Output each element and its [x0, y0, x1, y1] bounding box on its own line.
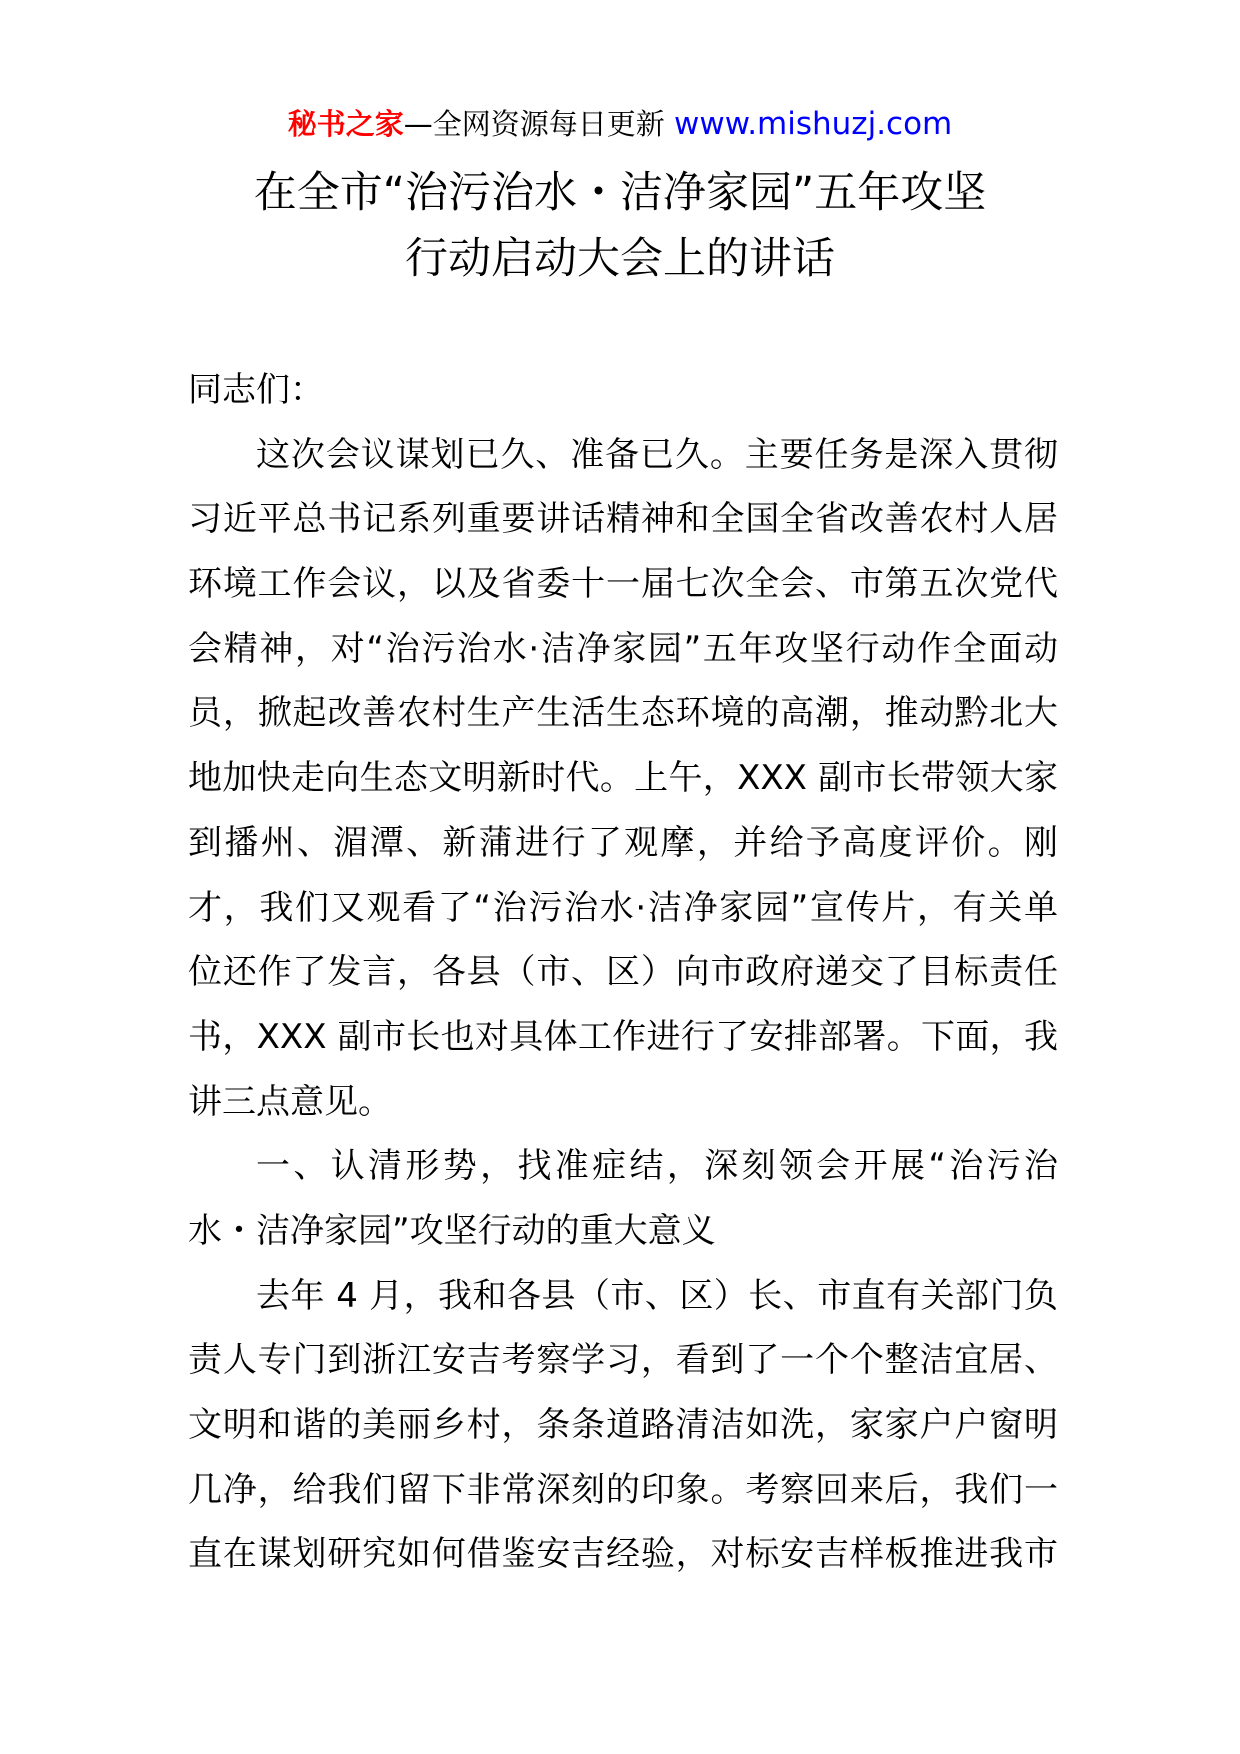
paragraph-2-line: 几净，给我们留下非常深刻的印象。考察回来后，我们一 [188, 1469, 1058, 1510]
paragraph-1-line: 到播州、湄潭、新蒲进行了观摩，并给予高度评价。刚 [188, 822, 1058, 863]
paragraph-2-line: 责人专门到浙江安吉考察学习，看到了一个个整洁宜居、 [188, 1340, 1058, 1381]
paragraph-1-line: 地加快走向生态文明新时代。上午，XXX 副市长带领大家 [188, 758, 1058, 799]
section-heading-line: 一、认清形势，找准症结，深刻领会开展“治污治 [256, 1146, 1058, 1187]
brand-url[interactable]: www.mishuzj.com [673, 106, 953, 142]
watermark-header [0, 104, 1240, 144]
paragraph-2-line: 去年 4 月，我和各县（市、区）长、市直有关部门负 [256, 1275, 1058, 1316]
paragraph-2-line: 直在谋划研究如何借鉴安吉经验，对标安吉样板推进我市 [188, 1534, 1058, 1575]
paragraph-1-line: 才，我们又观看了“治污治水·洁净家园”宣传片，有关单 [188, 887, 1058, 928]
paragraph-1-line: 习近平总书记系列重要讲话精神和全国全省改善农村人居 [188, 499, 1058, 540]
paragraph-1-line: 环境工作会议，以及省委十一届七次全会、市第五次党代 [188, 564, 1058, 605]
brand-name: 秘书之家 [287, 107, 404, 141]
paragraph-1-line: 会精神，对“治污治水·洁净家园”五年攻坚行动作全面动 [188, 628, 1058, 669]
title-line-2: 行动启动大会上的讲话 [405, 234, 835, 284]
paragraph-2-line: 文明和谐的美丽乡村，条条道路清洁如洗，家家户户窗明 [188, 1405, 1058, 1445]
paragraph-1-line: 员，掀起改善农村生产生活生态环境的高潮，推动黔北大 [188, 693, 1058, 734]
paragraph-1-line: 讲三点意见。 [188, 1081, 392, 1122]
section-heading-line: 水・洁净家园”攻坚行动的重大意义 [188, 1210, 716, 1251]
paragraph-1-line: 这次会议谋划已久、准备已久。主要任务是深入贯彻 [256, 434, 1058, 475]
speech-body [188, 358, 1058, 1587]
title-line-1: 在全市“治污治水・洁净家园”五年攻坚 [253, 168, 987, 218]
paragraph-1-line: 书，XXX 副市长也对具体工作进行了安排部署。下面，我 [188, 1016, 1058, 1057]
page-title [120, 160, 1120, 292]
brand-slogan: —全网资源每日更新 [403, 107, 665, 141]
paragraph-1-line: 位还作了发言，各县（市、区）向市政府递交了目标责任 [188, 952, 1058, 993]
salutation: 同志们： [188, 370, 324, 410]
